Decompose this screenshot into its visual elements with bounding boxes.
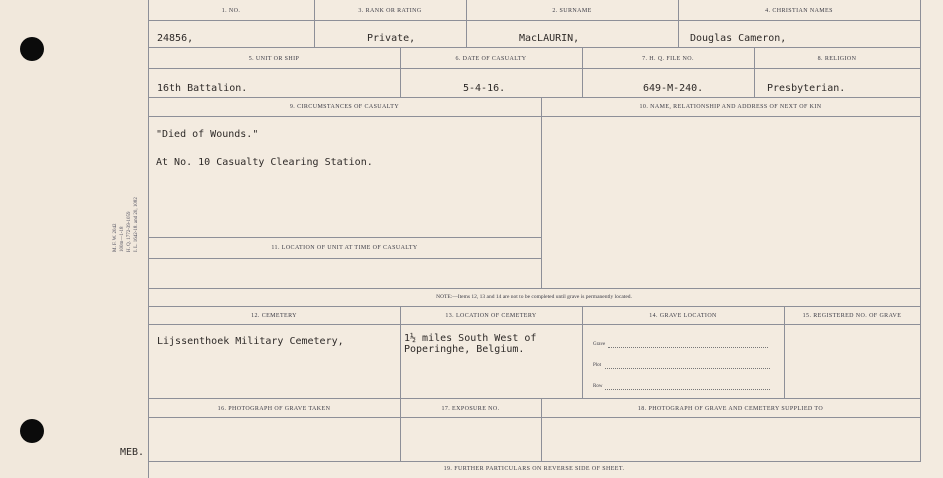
header-registered-no: 15. REGISTERED NO. OF GRAVE (802, 313, 902, 319)
punch-hole-bottom (20, 419, 44, 443)
header-grave-location: 14. GRAVE LOCATION (649, 313, 717, 319)
file-no-value: 649-M-240. (643, 83, 704, 94)
header-location-cemetery: 13. LOCATION OF CEMETERY (445, 313, 537, 319)
circumstances-line-2: At No. 10 Casualty Clearing Station. (156, 157, 373, 168)
surname-value: MacLAURIN, (519, 33, 580, 44)
header-photo-taken: 16. PHOTOGRAPH OF GRAVE TAKEN (217, 406, 331, 412)
grave-label: Grave (593, 342, 606, 347)
header-unit: 5. UNIT OR SHIP (248, 56, 300, 62)
circumstances-line-1: "Died of Wounds." (156, 129, 259, 140)
right-rule (920, 0, 921, 462)
header-date: 6. DATE OF CASUALTY (455, 56, 527, 62)
header-surname: 2. SURNAME (552, 8, 592, 14)
row-line (605, 389, 770, 390)
cemetery-value: Lijssenthoek Military Cemetery, (157, 336, 344, 347)
service-number: 24856, (157, 33, 194, 44)
header-location-unit: 11. LOCATION OF UNIT AT TIME OF CASUALTY (271, 245, 418, 251)
unit-value: 16th Battalion. (157, 83, 248, 94)
header-religion: 8. RELIGION (817, 56, 857, 62)
header-no: 1. NO. (221, 8, 241, 14)
plot-line (605, 368, 770, 369)
header-next-of-kin: 10. NAME, RELATIONSHIP AND ADDRESS OF NEXT OF KIN (639, 104, 822, 110)
punch-hole-top (20, 37, 44, 61)
header-file: 7. H. Q. FILE NO. (642, 56, 694, 62)
header-further-particulars: 19. FURTHER PARTICULARS ON REVERSE SIDE OF SHEET. (443, 466, 625, 472)
header-photo-supplied: 18. PHOTOGRAPH OF GRAVE AND CEMETERY SUPPLIED TO (637, 406, 824, 412)
clerk-initials: MEB. (120, 447, 145, 458)
rank-value: Private, (367, 33, 416, 44)
cemetery-location-line-1: 1½ miles South West of (404, 333, 537, 344)
cemetery-location-line-2: Poperinghe, Belgium. (404, 344, 525, 355)
header-christian-names: 4. CHRISTIAN NAMES (765, 8, 833, 14)
header-rank: 3. RANK OR RATING (358, 8, 422, 14)
header-circumstances: 9. CIRCUMSTANCES OF CASUALTY (289, 104, 400, 110)
religion-value: Presbyterian. (767, 83, 846, 94)
form-stamp: M. F. W. 2042 100m—1-18 H. Q. 1772-39-1059 I. L. 1642-18. and 20, 1082 (113, 197, 139, 252)
date-value: 5-4-16. (463, 83, 506, 94)
plot-label: Plot (593, 363, 602, 368)
grave-line (608, 347, 768, 348)
header-exposure: 17. EXPOSURE NO. (441, 406, 500, 412)
row-label: Row (593, 384, 603, 389)
note: NOTE:—Items 12, 13 and 14 are not to be completed until grave is permanently located. (436, 294, 632, 300)
christian-names-value: Douglas Cameron, (690, 33, 787, 44)
header-cemetery: 12. CEMETERY (251, 313, 297, 319)
